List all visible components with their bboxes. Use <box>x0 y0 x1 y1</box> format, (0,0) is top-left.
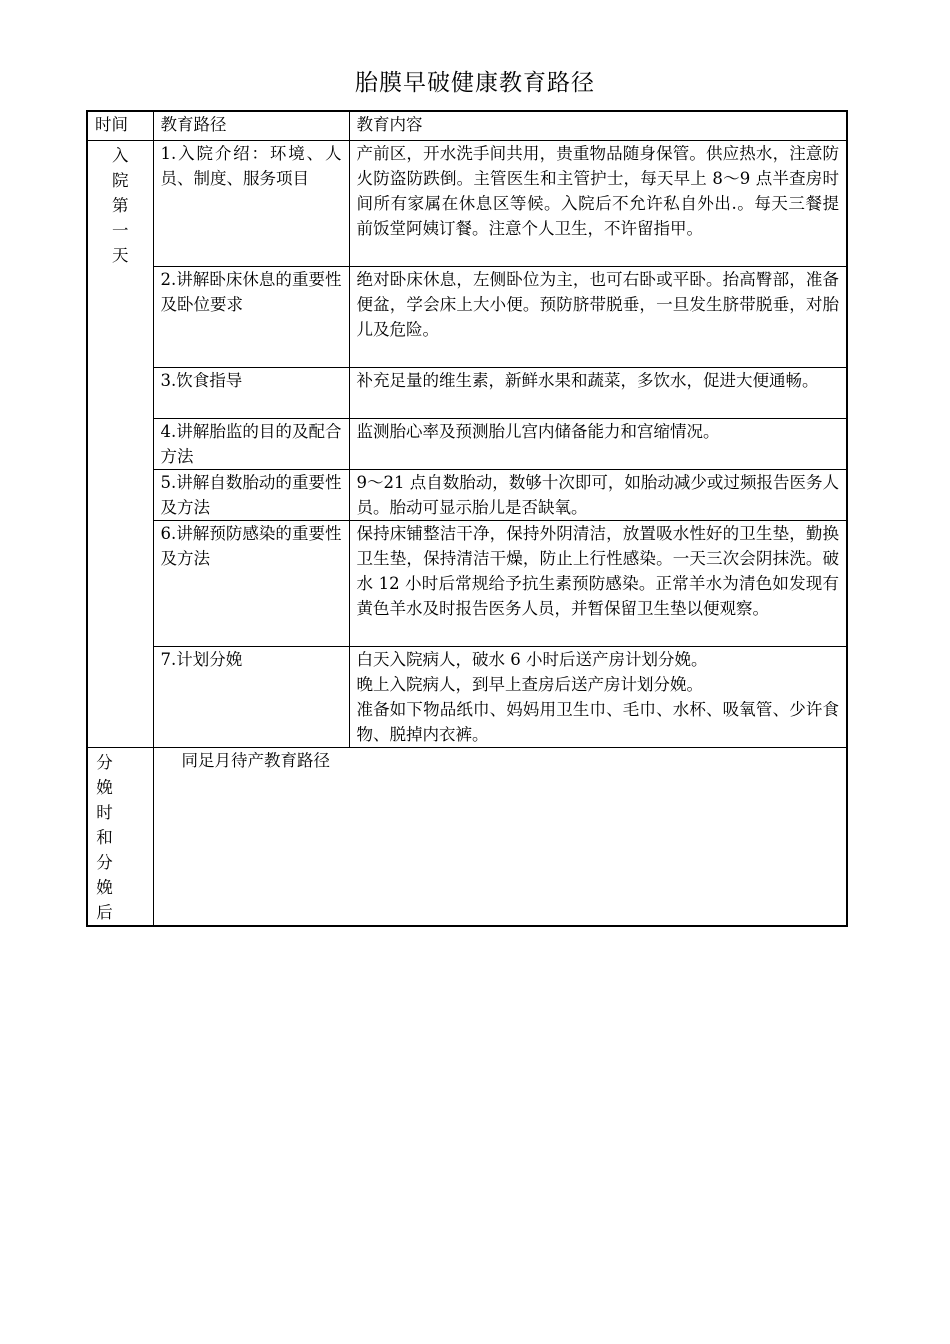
phase-label-text: 入院第一天 <box>111 146 129 265</box>
education-plan-table <box>86 110 848 927</box>
content-cell <box>349 419 847 470</box>
header-content: 教育内容 <box>349 111 847 141</box>
content-line: 晚上入院病人，到早上查房后送产房计划分娩。 <box>356 675 703 694</box>
content-line: 补充足量的维生素，新鲜水果和蔬菜，多饮水，促进大便通畅。 <box>356 371 819 390</box>
table-row <box>87 748 847 927</box>
content-line: 9～21 点自数胎动，数够十次即可，如胎动减少或过频报告医务人员。胎动可显示胎儿是否缺氧。 <box>356 473 839 517</box>
table-header-row <box>87 111 847 141</box>
content-line: 保持床铺整洁干净，保持外阴清洁，放置吸水性好的卫生垫，勤换卫生垫，保持清洁干燥，防止上行性感染。一天三次会阴抹洗。破水 12 小时后常规给予抗生素预防感染。正常羊水为清色如发现有黄色羊水及时报告医务人员，并暂保留卫生垫以便观察。 <box>356 524 839 618</box>
content-cell <box>349 141 847 267</box>
path-cell: 1.入院介绍：环境、人员、制度、服务项目 <box>153 141 349 267</box>
content-cell <box>349 368 847 419</box>
header-path: 教育路径 <box>153 111 349 141</box>
path-cell: 5.讲解自数胎动的重要性及方法 <box>153 470 349 521</box>
content-cell <box>349 470 847 521</box>
phase-label-text: 分娩时和分娩后 <box>96 753 123 922</box>
phase-label-admission <box>87 141 153 748</box>
content-line: 监测胎心率及预测胎儿宫内储备能力和宫缩情况。 <box>356 422 720 441</box>
table-row <box>87 470 847 521</box>
table-row <box>87 419 847 470</box>
path-cell: 3.饮食指导 <box>153 368 349 419</box>
content-line: 白天入院病人，破水 6 小时后送产房计划分娩。 <box>356 650 708 669</box>
table-row <box>87 141 847 267</box>
phase-label-delivery <box>87 748 153 927</box>
page-title: 胎膜早破健康教育路径 <box>355 70 595 96</box>
path-cell: 7.计划分娩 <box>153 647 349 748</box>
path-cell: 2.讲解卧床休息的重要性及卧位要求 <box>153 267 349 368</box>
table-row <box>87 521 847 647</box>
content-line: 准备如下物品纸巾、妈妈用卫生巾、毛巾、水杯、吸氧管、少许食物、脱掉内衣裤。 <box>356 700 839 744</box>
content-line: 产前区，开水洗手间共用，贵重物品随身保管。供应热水，注意防火防盗防跌倒。主管医生和主管护士，每天早上 8～9 点半查房时间所有家属在休息区等候。入院后不允许私自外出.。每天三餐提前饭堂阿姨订餐。注意个人卫生，不许留指甲。 <box>356 144 839 238</box>
content-line: 绝对卧床休息，左侧卧位为主，也可右卧或平卧。抬高臀部，准备便盆，学会床上大小便。预防脐带脱垂，一旦发生脐带脱垂，对胎儿及危险。 <box>356 270 839 339</box>
table-row <box>87 368 847 419</box>
content-cell <box>349 267 847 368</box>
path-cell: 6.讲解预防感染的重要性及方法 <box>153 521 349 647</box>
merged-content-cell: 同足月待产教育路径 <box>153 748 847 927</box>
content-cell <box>349 521 847 647</box>
path-cell: 4.讲解胎监的目的及配合方法 <box>153 419 349 470</box>
content-cell <box>349 647 847 748</box>
header-time: 时间 <box>87 111 153 141</box>
table-row <box>87 267 847 368</box>
table-row <box>87 647 847 748</box>
